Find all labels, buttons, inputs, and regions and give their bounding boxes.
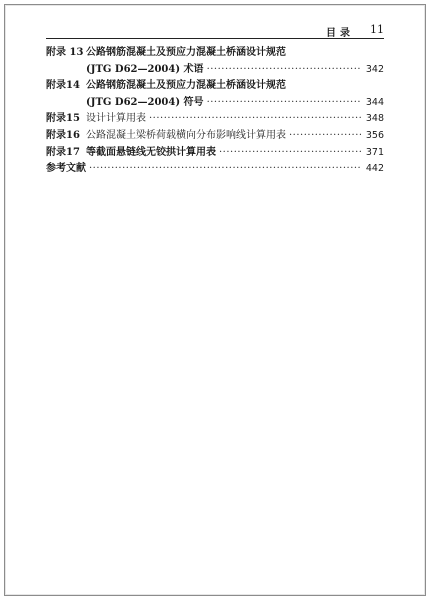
toc-entry-continuation: (JTG D62—2004) 符号 <box>86 96 204 108</box>
toc-entry-appendix-14-line-2[interactable] <box>46 95 384 112</box>
toc-leader-dots <box>89 161 361 178</box>
toc-entry-page: 442 <box>365 163 384 175</box>
table-of-contents <box>46 45 384 178</box>
toc-entry-title: 公路钢筋混凝土及预应力混凝土桥涵设计规范 <box>86 47 286 58</box>
toc-entry-appendix-13-line-2[interactable] <box>46 62 384 79</box>
toc-entry-label: 附录14 <box>46 80 80 92</box>
toc-entry-title: 设计计算用表 <box>86 113 146 125</box>
toc-entry-title: 等截面悬链线无铰拱计算用表 <box>86 146 216 158</box>
toc-leader-dots <box>207 62 361 79</box>
toc-entry-title: 公路混凝土梁桥荷载横向分布影响线计算用表 <box>86 129 286 141</box>
toc-leader-dots <box>207 95 361 112</box>
running-header-page-number: 11 <box>370 23 384 36</box>
running-header-title: 目录 <box>326 28 354 39</box>
toc-entry-page: 356 <box>365 129 384 141</box>
toc-entry-label: 附录15 <box>46 113 80 125</box>
toc-entry-page: 342 <box>365 63 384 75</box>
toc-leader-dots <box>149 111 361 128</box>
toc-entry-appendix-14-line-1[interactable] <box>46 78 384 95</box>
toc-leader-dots <box>289 128 361 145</box>
toc-entry-page: 371 <box>365 146 384 158</box>
toc-entry-appendix-13-line-1[interactable] <box>46 45 384 62</box>
toc-entry-appendix-16[interactable] <box>46 128 384 145</box>
toc-entry-appendix-17[interactable] <box>46 145 384 162</box>
toc-leader-dots <box>219 145 361 162</box>
toc-entry-appendix-15[interactable] <box>46 111 384 128</box>
toc-entry-title: 公路钢筋混凝土及预应力混凝土桥涵设计规范 <box>86 80 286 92</box>
toc-entry-continuation: (JTG D62—2004) 术语 <box>86 63 204 75</box>
toc-entry-label: 附录 13 <box>46 47 84 58</box>
toc-entry-references[interactable] <box>46 161 384 178</box>
toc-entry-label: 附录16 <box>46 129 80 141</box>
toc-entry-label: 参考文献 <box>46 163 86 175</box>
toc-entry-label: 附录17 <box>46 146 80 158</box>
toc-entry-page: 344 <box>365 96 384 108</box>
toc-entry-page: 348 <box>365 113 384 125</box>
running-header <box>46 22 384 39</box>
